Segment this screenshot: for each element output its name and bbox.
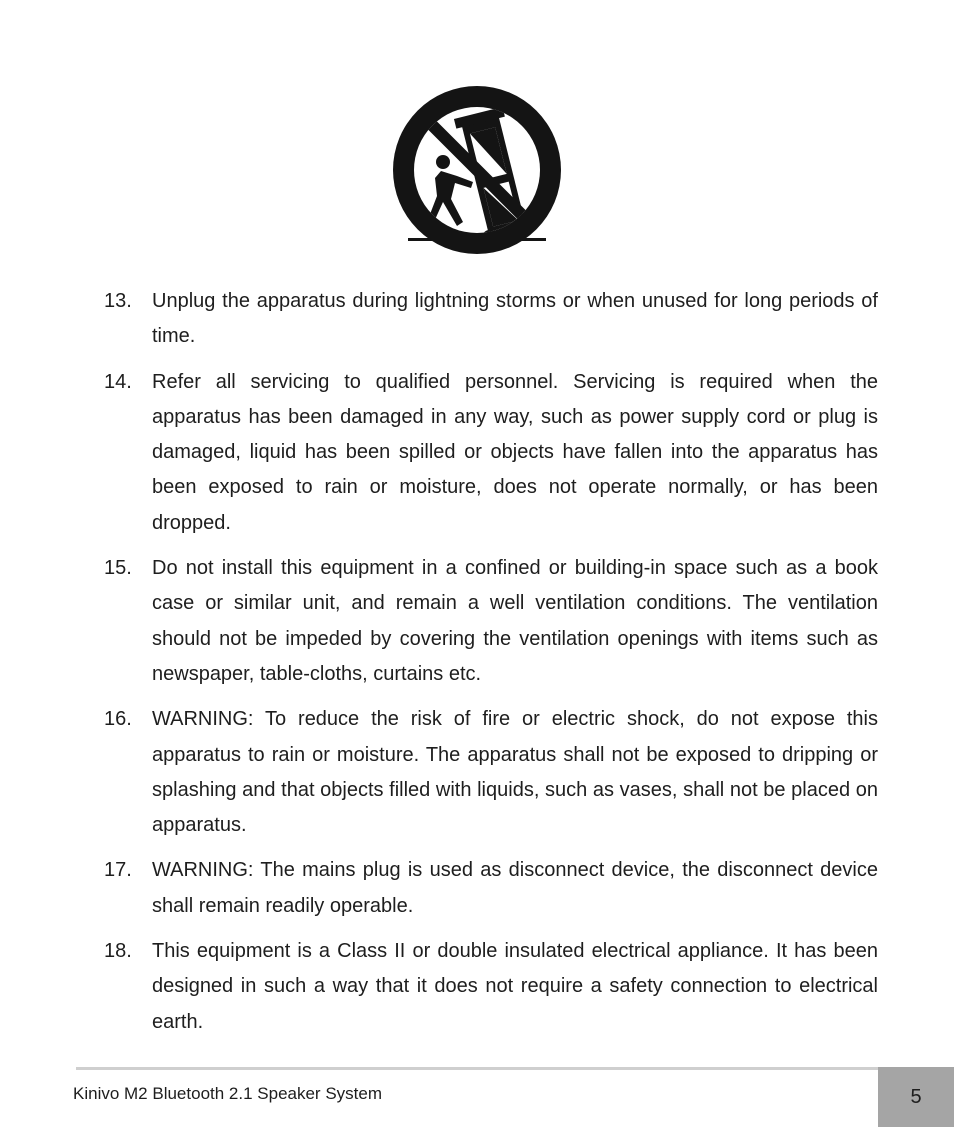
footer-title: Kinivo M2 Bluetooth 2.1 Speaker System	[73, 1084, 382, 1103]
item-number: 18.	[104, 940, 132, 963]
item-text: Refer all servicing to qualified personnel. Servicing is required when the apparatus has been damaged in any way, such as power supply cord or plug is damaged, liquid has been spilled or objects have fallen into the apparatus has been exposed to rain or moisture, does not operate normally, or has been dropped.	[152, 370, 878, 534]
list-item	[104, 702, 878, 843]
item-text: Do not install this equipment in a confined or building-in space such as a book case or similar unit, and remain a well ventilation conditions. The ventilation should not be impeded by covering the ventilation openings with items such as newspaper, table-cloths, curtains etc.	[152, 557, 878, 685]
item-number: 17.	[104, 859, 132, 882]
list-item	[104, 853, 878, 924]
page-number-badge	[878, 1067, 954, 1127]
no-cart-tip-over-icon	[391, 84, 563, 256]
item-number: 15.	[104, 557, 132, 580]
list-item	[104, 934, 878, 1040]
list-item	[104, 551, 878, 692]
page-number: 5	[910, 1085, 922, 1108]
item-text: WARNING: The mains plug is used as disconnect device, the disconnect device shall remain readily operable.	[152, 859, 878, 917]
list-item	[104, 284, 878, 355]
item-text: Unplug the apparatus during lightning storms or when unused for long periods of time.	[152, 290, 878, 348]
item-number: 14.	[104, 370, 132, 393]
list-item	[104, 365, 878, 541]
item-number: 13.	[104, 290, 132, 312]
safety-instructions-list	[104, 284, 878, 1050]
item-number: 16.	[104, 708, 132, 731]
item-text: WARNING: To reduce the risk of fire or electric shock, do not expose this apparatus to rain or moisture. The apparatus shall not be exposed to dripping or splashing and that objects filled with liquids, such as vases, shall not be placed on apparatus.	[152, 708, 878, 837]
item-text: This equipment is a Class II or double insulated electrical appliance. It has been designed in such a way that it does not require a safety connection to electrical earth.	[152, 940, 878, 1033]
footer-divider	[76, 1067, 878, 1070]
